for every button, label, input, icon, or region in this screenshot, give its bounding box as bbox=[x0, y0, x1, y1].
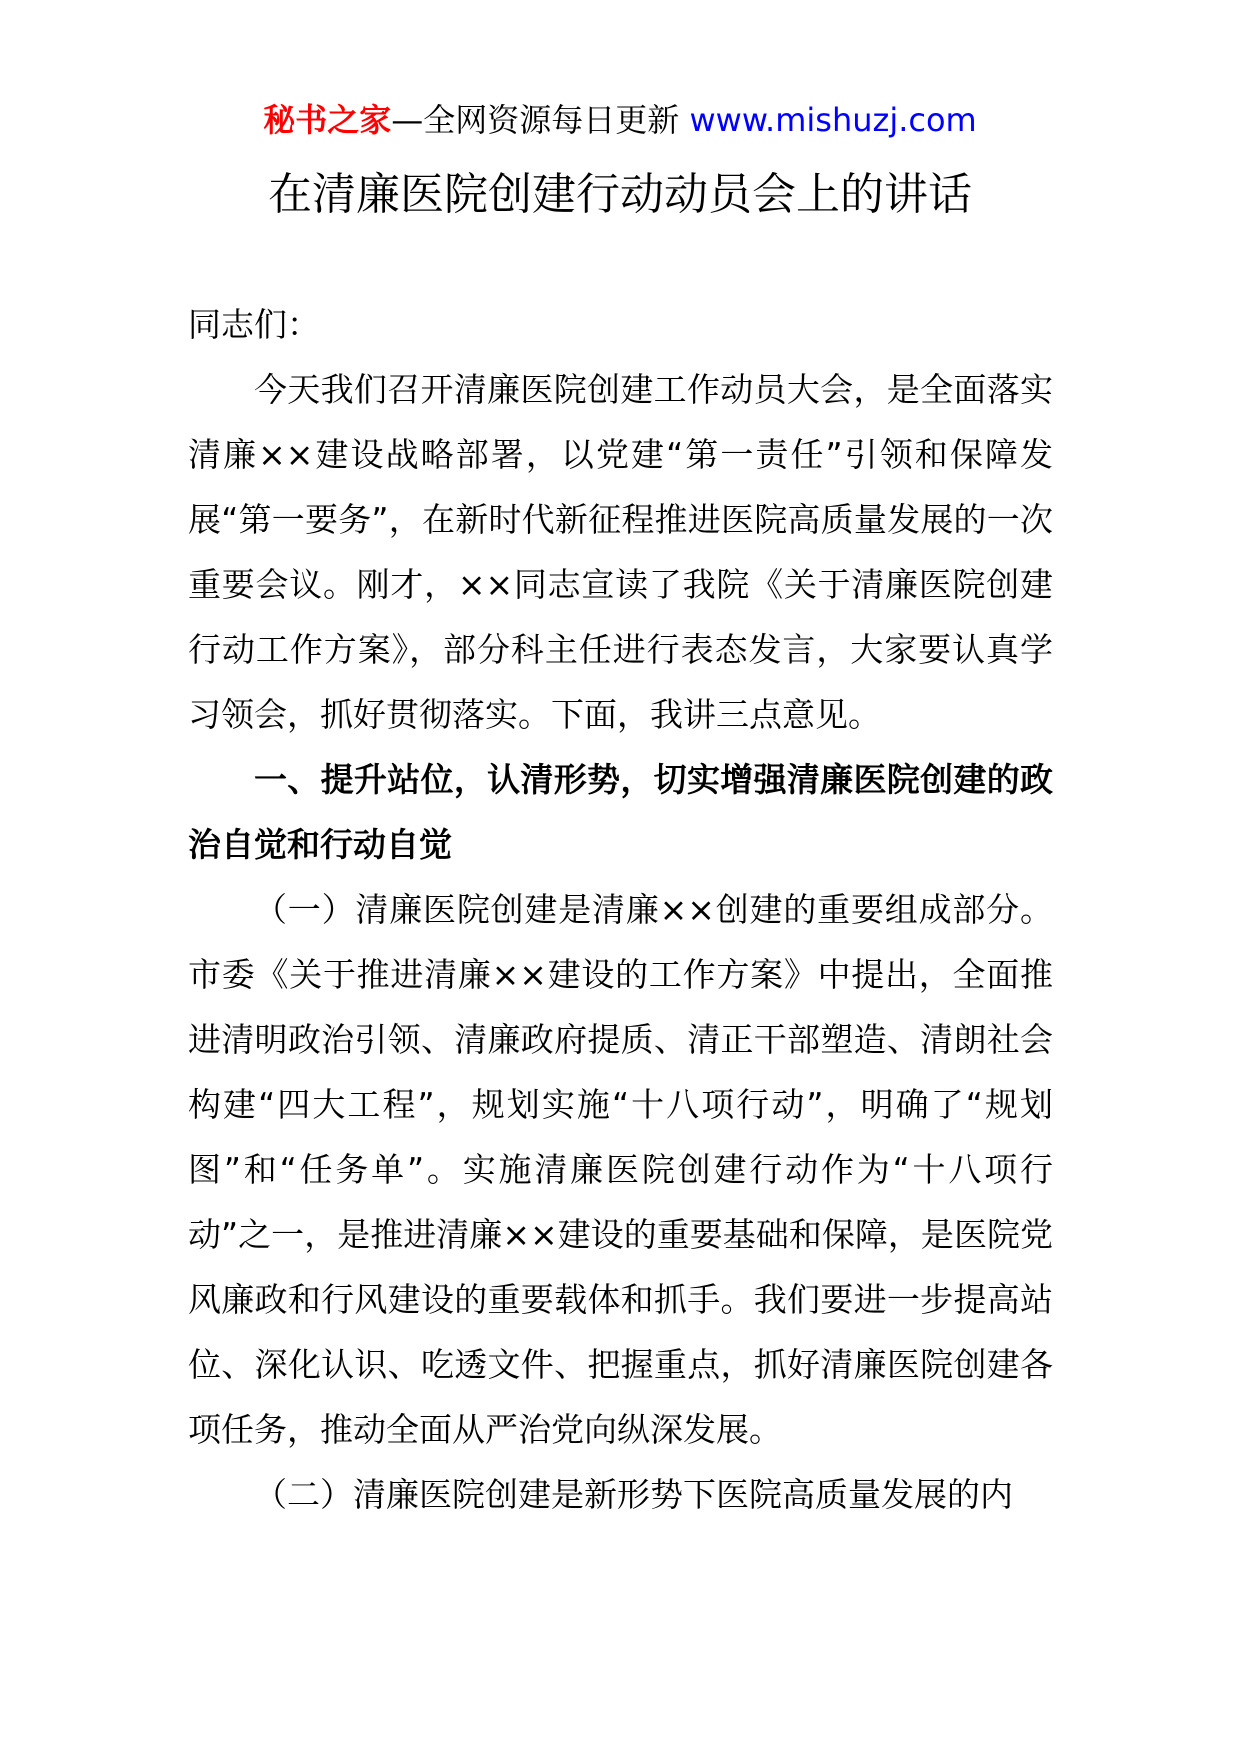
document-title: 在清廉医院创建行动动员会上的讲话 bbox=[268, 169, 972, 220]
paragraph-subsection-1: （一）清廉医院创建是清廉××创建的重要组成部分。市委《关于推进清廉××建设的工作方案》中提出，全面推进清明政治引领、清廉政府提质、清正干部塑造、清朗社会构建“四大工程”，规划实施“十八项行动”，明确了“规划图”和“任务单”。实施清廉医院创建行动作为“十八项行动”之一，是推进清廉××建设的重要基础和保障，是医院党风廉政和行风建设的重要载体和抓手。我们要进一步提高站位、深化认识、吃透文件、把握重点，抓好清廉医院创建各项任务，推动全面从严治党向纵深发展。 bbox=[188, 890, 1053, 1449]
paragraph-subsection-2: （二）清廉医院创建是新形势下医院高质量发展的内 bbox=[254, 1475, 1013, 1514]
paragraph-intro: 今天我们召开清廉医院创建工作动员大会，是全面落实清廉××建设战略部署，以党建“第一责任”引领和保障发展“第一要务”，在新时代新征程推进医院高质量发展的一次重要会议。刚才，××同志宣读了我院《关于清廉医院创建行动工作方案》，部分科主任进行表态发言，大家要认真学习领会，抓好贯彻落实。下面，我讲三点意见。 bbox=[188, 370, 1053, 734]
section-heading-1: 一、提升站位，认清形势，切实增强清廉医院创建的政治自觉和行动自觉 bbox=[188, 760, 1053, 864]
site-url-link[interactable]: www.mishuzj.com bbox=[689, 101, 977, 139]
document-body bbox=[188, 292, 1053, 1527]
site-header bbox=[0, 98, 1240, 142]
site-name: 秘书之家 bbox=[263, 101, 392, 139]
site-slogan: —全网资源每日更新 bbox=[391, 101, 680, 139]
salutation: 同志们： bbox=[188, 305, 320, 344]
